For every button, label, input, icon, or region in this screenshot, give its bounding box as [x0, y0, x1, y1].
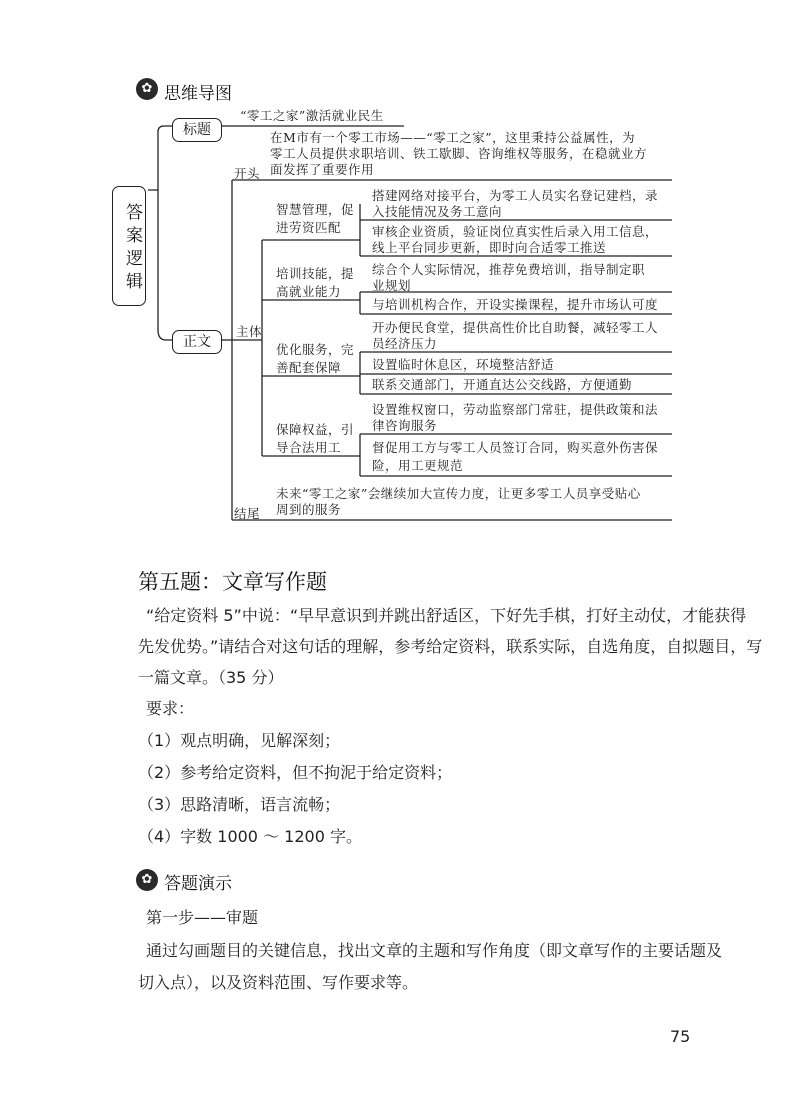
mindmap-root-node: 答案逻辑 — [112, 186, 146, 306]
branch-1-label-2: 进劳资匹配 — [276, 220, 342, 235]
branch-4-item-2-line-2: 险，用工更规范 — [372, 458, 464, 473]
requirement-4: （4）字数 1000 ～ 1200 字。 — [138, 827, 362, 846]
question-line-1: “给定资料 5”中说：“早早意识到并跳出舒适区，下好先手棋，打好主动仗，才能获得 — [146, 606, 747, 625]
branch-2-label-2: 高就业能力 — [276, 284, 342, 299]
ending-line-1: 未来“零工之家”会继续加大宣传力度，让更多零工人员享受贴心 — [276, 486, 641, 501]
branch-3-item-3-line-1: 联系交通部门，开通直达公交线路，方便通勤 — [372, 377, 633, 392]
demo-line-2: 切入点），以及资料范围、写作要求等。 — [138, 973, 419, 992]
branch-1-label-1: 智慧管理，促 — [276, 202, 355, 217]
branch-1-item-2-line-2: 线上平台同步更新，即时向合适零工推送 — [372, 240, 607, 255]
branch-1-item-2-line-1: 审核企业资质，验证岗位真实性后录入用工信息， — [372, 224, 659, 239]
branch-1-item-1-line-2: 入技能情况及务工意向 — [372, 204, 503, 219]
branch-4-label-2: 导合法用工 — [276, 440, 342, 455]
requirement-1: （1）观点明确，见解深刻； — [138, 731, 341, 750]
branch-3-label-1: 优化服务，完 — [276, 342, 355, 357]
main-label: 主体 — [236, 324, 263, 339]
demo-section-title: 答题演示 — [164, 874, 232, 894]
section-flower-icon: ✿ — [136, 78, 158, 100]
question-line-2: 先发优势。”请结合对这句话的理解，参考给定资料，联系实际，自选角度，自拟题目，写 — [138, 637, 763, 656]
ending-line-2: 周到的服务 — [276, 502, 342, 517]
branch-2-label-1: 培训技能，提 — [276, 266, 355, 281]
requirement-2: （2）参考给定资料，但不拘泥于给定资料； — [138, 763, 453, 782]
branch-4-item-1-line-1: 设置维权窗口，劳动监察部门常驻，提供政策和法 — [372, 402, 659, 417]
branch-2-item-2-line-1: 与培训机构合作，开设实操课程，提升市场认可度 — [372, 297, 659, 312]
mindmap-body-node: 正文 — [172, 330, 222, 354]
question-heading: 第五题：文章写作题 — [138, 570, 327, 594]
page-number: 75 — [670, 1027, 691, 1046]
ending-label: 结尾 — [234, 506, 261, 521]
section-flower-icon: ✿ — [136, 869, 158, 891]
demo-line-1: 通过勾画题目的关键信息，找出文章的主题和写作角度（即文章写作的主要话题及 — [146, 941, 723, 960]
opening-line-3: 面发挥了重要作用 — [270, 162, 375, 177]
branch-3-item-2-line-1: 设置临时休息区，环境整洁舒适 — [372, 357, 555, 372]
branch-1-item-1-line-1: 搭建网络对接平台，为零工人员实名登记建档，录 — [372, 188, 659, 203]
requirements-label: 要求： — [146, 699, 195, 718]
opening-label: 开头 — [234, 166, 261, 181]
mindmap-section-title: 思维导图 — [164, 84, 232, 104]
opening-line-2: 零工人员提供求职培训、铁工歇脚、咨询维权等服务，在稳就业方 — [270, 146, 648, 161]
question-line-3: 一篇文章。（35 分） — [138, 668, 284, 687]
opening-line-1: 在M市有一个零工市场——“零工之家”，这里秉持公益属性，为 — [270, 130, 636, 145]
mindmap-title-text: “零工之家”激活就业民生 — [240, 108, 384, 123]
branch-4-item-1-line-2: 律咨询服务 — [372, 418, 438, 433]
branch-3-item-1-line-2: 员经济压力 — [372, 336, 438, 351]
branch-4-label-1: 保障权益，引 — [276, 422, 355, 437]
branch-2-item-1-line-2: 业规划 — [372, 278, 412, 293]
requirement-3: （3）思路清晰，语言流畅； — [138, 795, 341, 814]
branch-3-label-2: 善配套保障 — [276, 360, 342, 375]
demo-step-title: 第一步——审题 — [146, 908, 259, 927]
branch-2-item-1-line-1: 综合个人实际情况，推荐免费培训，指导制定职 — [372, 262, 646, 277]
mindmap-title-node: 标题 — [172, 118, 222, 142]
branch-3-item-1-line-1: 开办便民食堂，提供高性价比自助餐，减轻零工人 — [372, 320, 659, 335]
branch-4-item-2-line-1: 督促用工方与零工人员签订合同，购买意外伤害保 — [372, 440, 659, 455]
